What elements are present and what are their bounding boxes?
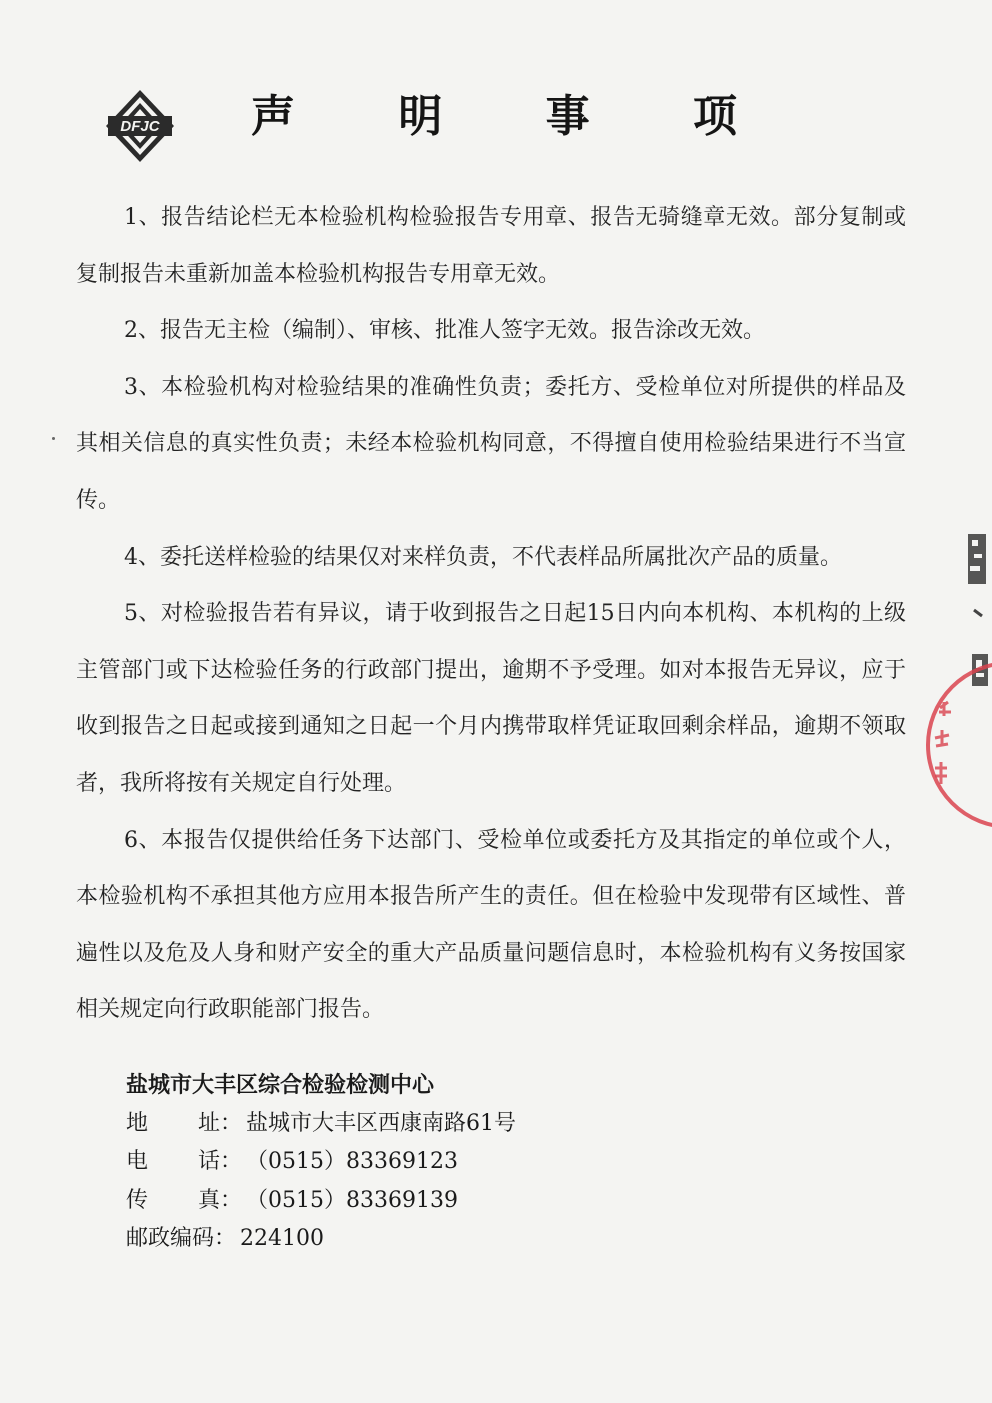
declaration-clauses xyxy=(76,190,906,1039)
postcode-label: 邮政编码： xyxy=(126,1226,237,1252)
clause-6: 6、本报告仅提供给任务下达部门、受检单位或委托方及其指定的单位或个人，本检验机构不承担其他方应用本报告所产生的责任。但在检验中发现带有区域性、普遍性以及危及人身和财产安全的重大产品质量问题信息时，本检验机构有义务按国家相关规定向行政职能部门报告。 xyxy=(76,827,906,1023)
clause-3: 3、本检验机构对检验结果的准确性负责；委托方、受检单位对所提供的样品及其相关信息的真实性负责；未经本检验机构同意，不得擅自使用检验结果进行不当宣传。 xyxy=(76,374,906,513)
fax-row xyxy=(126,1182,516,1221)
address-value: 盐城市大丰区西康南路61号 xyxy=(246,1110,516,1136)
clause-2: 2、报告无主检（编制）、审核、批准人签字无效。报告涂改无效。 xyxy=(124,318,765,344)
clause-5: 5、对检验报告若有异议，请于收到报告之日起15日内向本机构、本机构的上级主管部门或下达检验任务的行政部门提出，逾期不予受理。如对本报告无异议，应于收到报告之日起或接到通知之日起一个月内携带取样凭证取回剩余样品，逾期不领取者，我所将按有关规定自行处理。 xyxy=(76,601,906,796)
postcode-value: 224100 xyxy=(240,1226,324,1252)
red-seal-fragment xyxy=(915,650,992,840)
phone-value: （0515）83369123 xyxy=(246,1149,458,1175)
organization-name: 盐城市大丰区综合检验检测中心 xyxy=(126,1072,435,1098)
address-row xyxy=(126,1105,516,1144)
clause-1: 1、报告结论栏无本检验机构检验报告专用章、报告无骑缝章无效。部分复制或复制报告未重新加盖本检验机构报告专用章无效。 xyxy=(76,205,906,287)
organization-info xyxy=(126,1066,516,1259)
clause-4: 4、委托送样检验的结果仅对来样负责，不代表样品所属批次产品的质量。 xyxy=(124,544,842,570)
address-label: 地 址： xyxy=(126,1110,242,1136)
phone-label: 电 话： xyxy=(126,1149,242,1175)
fax-value: （0515）83369139 xyxy=(246,1187,458,1213)
phone-row xyxy=(126,1143,516,1182)
page-title: 声 明 事 项 xyxy=(251,91,781,142)
postcode-row xyxy=(126,1220,516,1259)
scan-speck xyxy=(52,437,55,440)
fax-label: 传 真： xyxy=(126,1187,242,1213)
logo-text: DFJC xyxy=(120,118,160,135)
